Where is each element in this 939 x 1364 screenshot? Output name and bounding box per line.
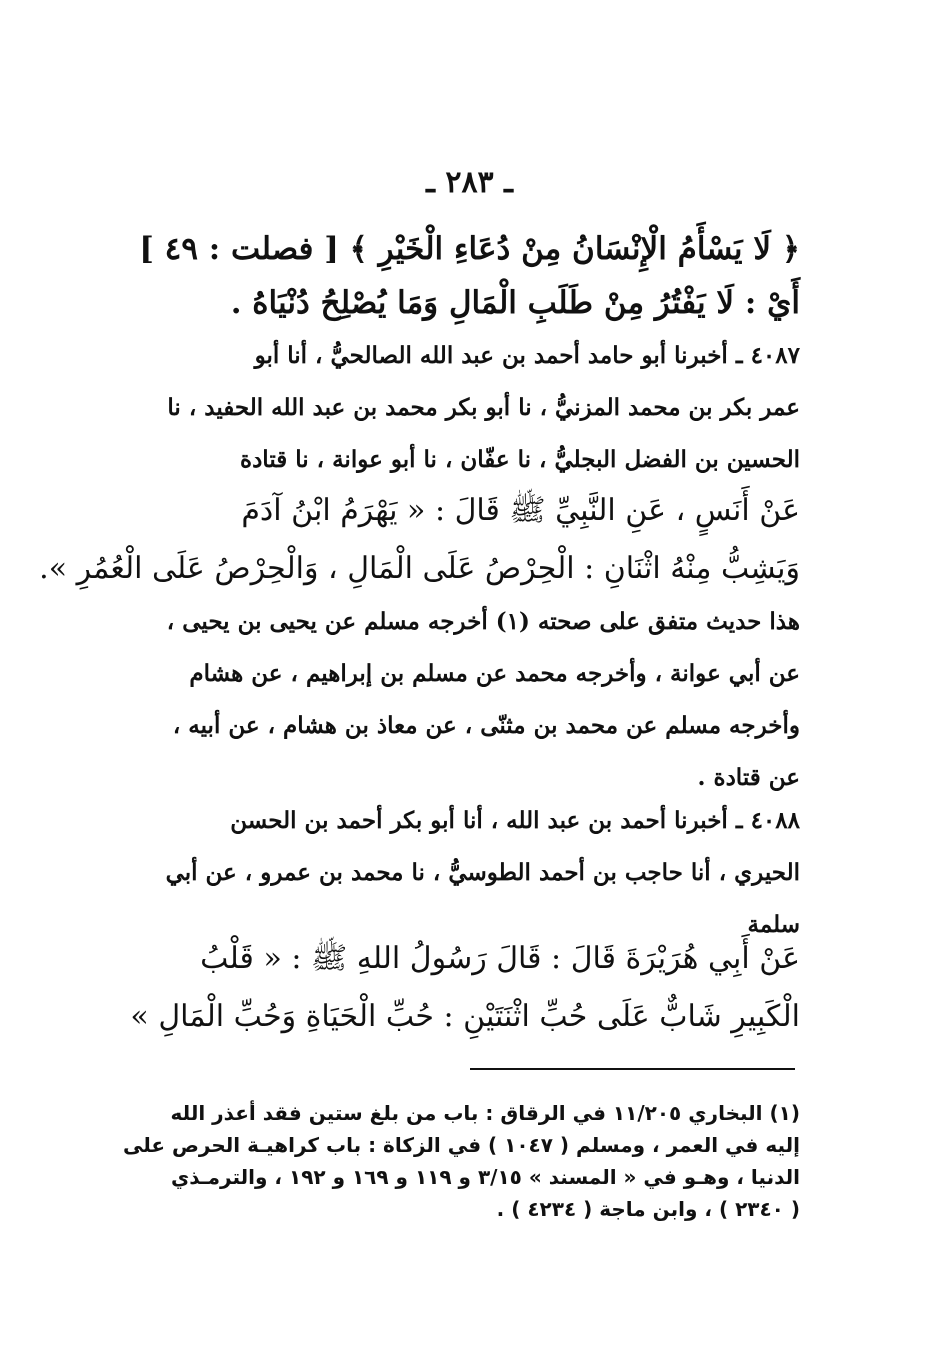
isnad-line: عمر بكر بن محمد المزنيُّ ، نا أبو بكر محمد بن عبد الله الحفيد ، نا <box>167 394 800 421</box>
footnote-divider <box>470 1068 795 1070</box>
hadith-4087-text <box>39 482 800 598</box>
footnote-line: الدنيا ، وهـو في « المسند » ٣/١٥ و ١١٩ و ١٦٩ و ١٩٢ ، والترمـذي <box>170 1165 800 1189</box>
page-number: ـ ٢٨٣ ـ <box>426 165 513 200</box>
quran-verse-block <box>139 222 800 330</box>
isnad-line: الحيري ، أنا حاجب بن أحمد الطوسيُّ ، نا محمد بن عمرو ، عن أبي <box>165 859 800 886</box>
quran-verse-line: ﴿ لَا يَسْأَمُ الْإِنْسَانُ مِنْ دُعَاءِ الْخَيْرِ ﴾ [ فصلت : ٤٩ ] <box>139 231 800 267</box>
hadith-4088-text <box>130 930 800 1046</box>
commentary-line: عن قتادة . <box>697 764 800 791</box>
isnad-line: سلمة <box>747 911 800 938</box>
isnad-line: ٤٠٨٨ ـ أخبرنا أحمد بن عبد الله ، أنا أبو بكر أحمد بن الحسن <box>230 807 800 834</box>
hadith-4087-isnad <box>150 330 800 486</box>
footnote-line: (١) البخاري ١١/٢٠٥ في الرقاق : باب من بلغ ستين فقد أعذر الله <box>170 1101 800 1125</box>
hadith-4088-isnad <box>150 795 800 951</box>
hadith-4087-commentary <box>150 596 800 804</box>
footnote-line: إليه في العمر ، ومسلم ( ١٠٤٧ ) في الزكاة : باب كراهيـة الحرص على <box>122 1133 800 1157</box>
footnotes-block <box>122 1097 800 1225</box>
isnad-line: الحسين بن الفضل البجليُّ ، نا عفّان ، نا أبو عوانة ، نا قتادة <box>240 446 800 473</box>
hadith-text-line: الْكَبِيرِ شَابٌّ عَلَى حُبِّ اثْنَتَيْنِ : حُبِّ الْحَيَاةِ وَحُبِّ الْمَالِ » <box>130 999 800 1034</box>
commentary-line: هذا حديث متفق على صحته (١) أخرجه مسلم عن يحيى بن يحيى ، <box>166 608 800 635</box>
verse-explanation-line: أَيْ : لَا يَفْتُرُ مِنْ طَلَبِ الْمَالِ وَمَا يُصْلِحُ دُنْيَاهُ . <box>230 285 800 321</box>
footnote-line: ( ٢٣٤٠ ) ، وابن ماجة ( ٤٢٣٤ ) . <box>496 1197 800 1221</box>
hadith-text-line: عَنْ أَبِي هُرَيْرَةَ قَالَ : قَالَ رَسُولُ اللهِ ﷺ : « قَلْبُ <box>200 941 800 976</box>
hadith-text-line: عَنْ أَنَسٍ ، عَنِ النَّبِيِّ ﷺ قَالَ : « يَهْرَمُ ابْنُ آدَمَ <box>241 493 800 528</box>
commentary-line: وأخرجه مسلم عن محمد بن مثنّى ، عن معاذ بن هشام ، عن أبيه ، <box>172 712 800 739</box>
hadith-text-line: وَيَشِبُّ مِنْهُ اثْنَانِ : الْحِرْصُ عَلَى الْمَالِ ، وَالْحِرْصُ عَلَى الْعُمُرِ ». <box>39 551 800 586</box>
isnad-line: ٤٠٨٧ ـ أخبرنا أبو حامد أحمد بن عبد الله الصالحيُّ ، أنا أبو <box>254 342 800 369</box>
commentary-line: عن أبي عوانة ، وأخرجه محمد عن مسلم بن إبراهيم ، عن هشام <box>189 660 800 687</box>
